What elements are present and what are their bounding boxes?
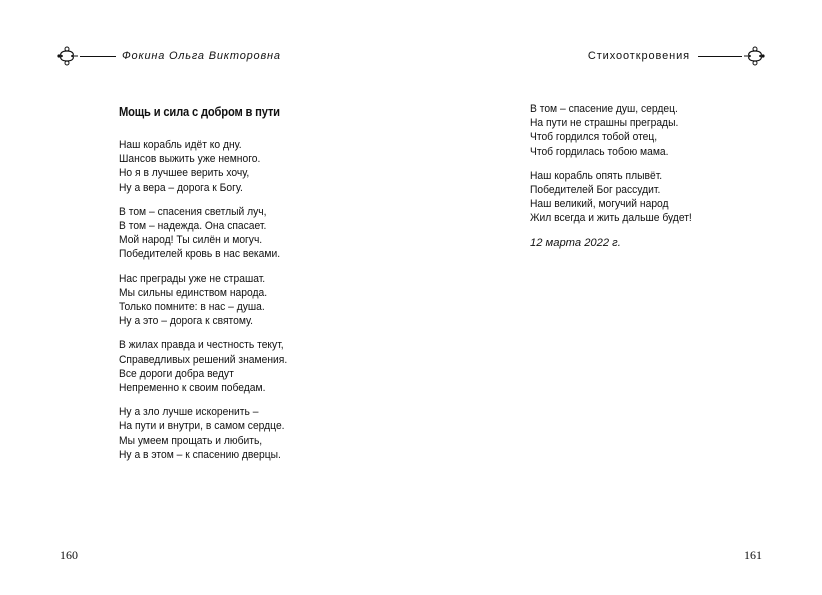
verse-line: Жил всегда и жить дальше будет!: [530, 212, 692, 225]
page-number: 160: [60, 548, 78, 562]
verse-line: Победителей Бог рассудит.: [530, 184, 661, 197]
verse-line: Чтоб гордилась тобою мама.: [530, 145, 669, 158]
header-rule: [80, 56, 116, 57]
stanza: [119, 138, 302, 195]
book-title: Стихооткровения: [587, 50, 690, 62]
verse-line: На пути и внутри, в самом сердце.: [119, 420, 285, 433]
verse-line: Наш корабль идёт ко дну.: [119, 139, 242, 151]
verse-line: Мой народ! Ты силён и могуч.: [119, 234, 263, 247]
fleuron-icon: [744, 45, 766, 67]
header-rule: [698, 56, 742, 57]
verse-line: Только помните: в нас – душа.: [119, 301, 265, 314]
poem-body-right: [530, 102, 706, 250]
fleuron-icon: [56, 45, 78, 67]
author-name: Фокина Ольга Викторовна: [122, 50, 281, 62]
verse-line: В том – спасения светлый луч,: [119, 205, 267, 218]
right-page: [411, 0, 822, 595]
right-running-header: [588, 44, 766, 68]
verse-line: В том – спасение душ, сердец.: [530, 103, 678, 115]
verse-line: Шансов выжить уже немного.: [119, 153, 261, 166]
verse-line: Но я в лучшее верить хочу,: [119, 167, 250, 180]
verse-line: Справедливых решений знамения.: [119, 353, 288, 366]
verse-line: Непременно к своим победам.: [119, 382, 266, 395]
verse-line: Ну а зло лучше искоренить –: [119, 406, 259, 419]
verse-line: Мы умеем прощать и любить,: [119, 434, 263, 447]
stanza: [119, 338, 302, 395]
verse-line: Ну а это – дорога к святому.: [119, 315, 254, 328]
verse-line: Победителей кровь в нас веками.: [119, 248, 281, 261]
verse-line: Наш великий, могучий народ: [530, 198, 669, 211]
verse-line: В том – надежда. Она спасает.: [119, 220, 267, 233]
left-running-header: [56, 44, 281, 68]
stanza: [530, 169, 706, 226]
verse-line: Нас преграды уже не страшат.: [119, 272, 266, 285]
verse-line: Все дороги добра ведут: [119, 367, 234, 380]
verse-line: Ну а вера – дорога к Богу.: [119, 181, 243, 194]
verse-line: Ну а в этом – к спасению дверцы.: [119, 448, 281, 461]
stanza: [119, 272, 302, 329]
stanza: [119, 205, 302, 262]
poem-body-left: [119, 138, 302, 472]
poem-date: 12 марта 2022 г.: [530, 236, 621, 249]
stanza: [530, 102, 706, 159]
verse-line: В жилах правда и честность текут,: [119, 339, 284, 352]
stanza: [119, 405, 302, 462]
page-number: 161: [744, 548, 762, 562]
verse-line: Чтоб гордился тобой отец,: [530, 131, 658, 144]
poem-title: Мощь и сила с добром в пути: [119, 104, 280, 119]
verse-line: На пути не страшны преграды.: [530, 117, 679, 130]
verse-line: Мы сильны единством народа.: [119, 286, 268, 299]
verse-line: Наш корабль опять плывёт.: [530, 169, 663, 182]
